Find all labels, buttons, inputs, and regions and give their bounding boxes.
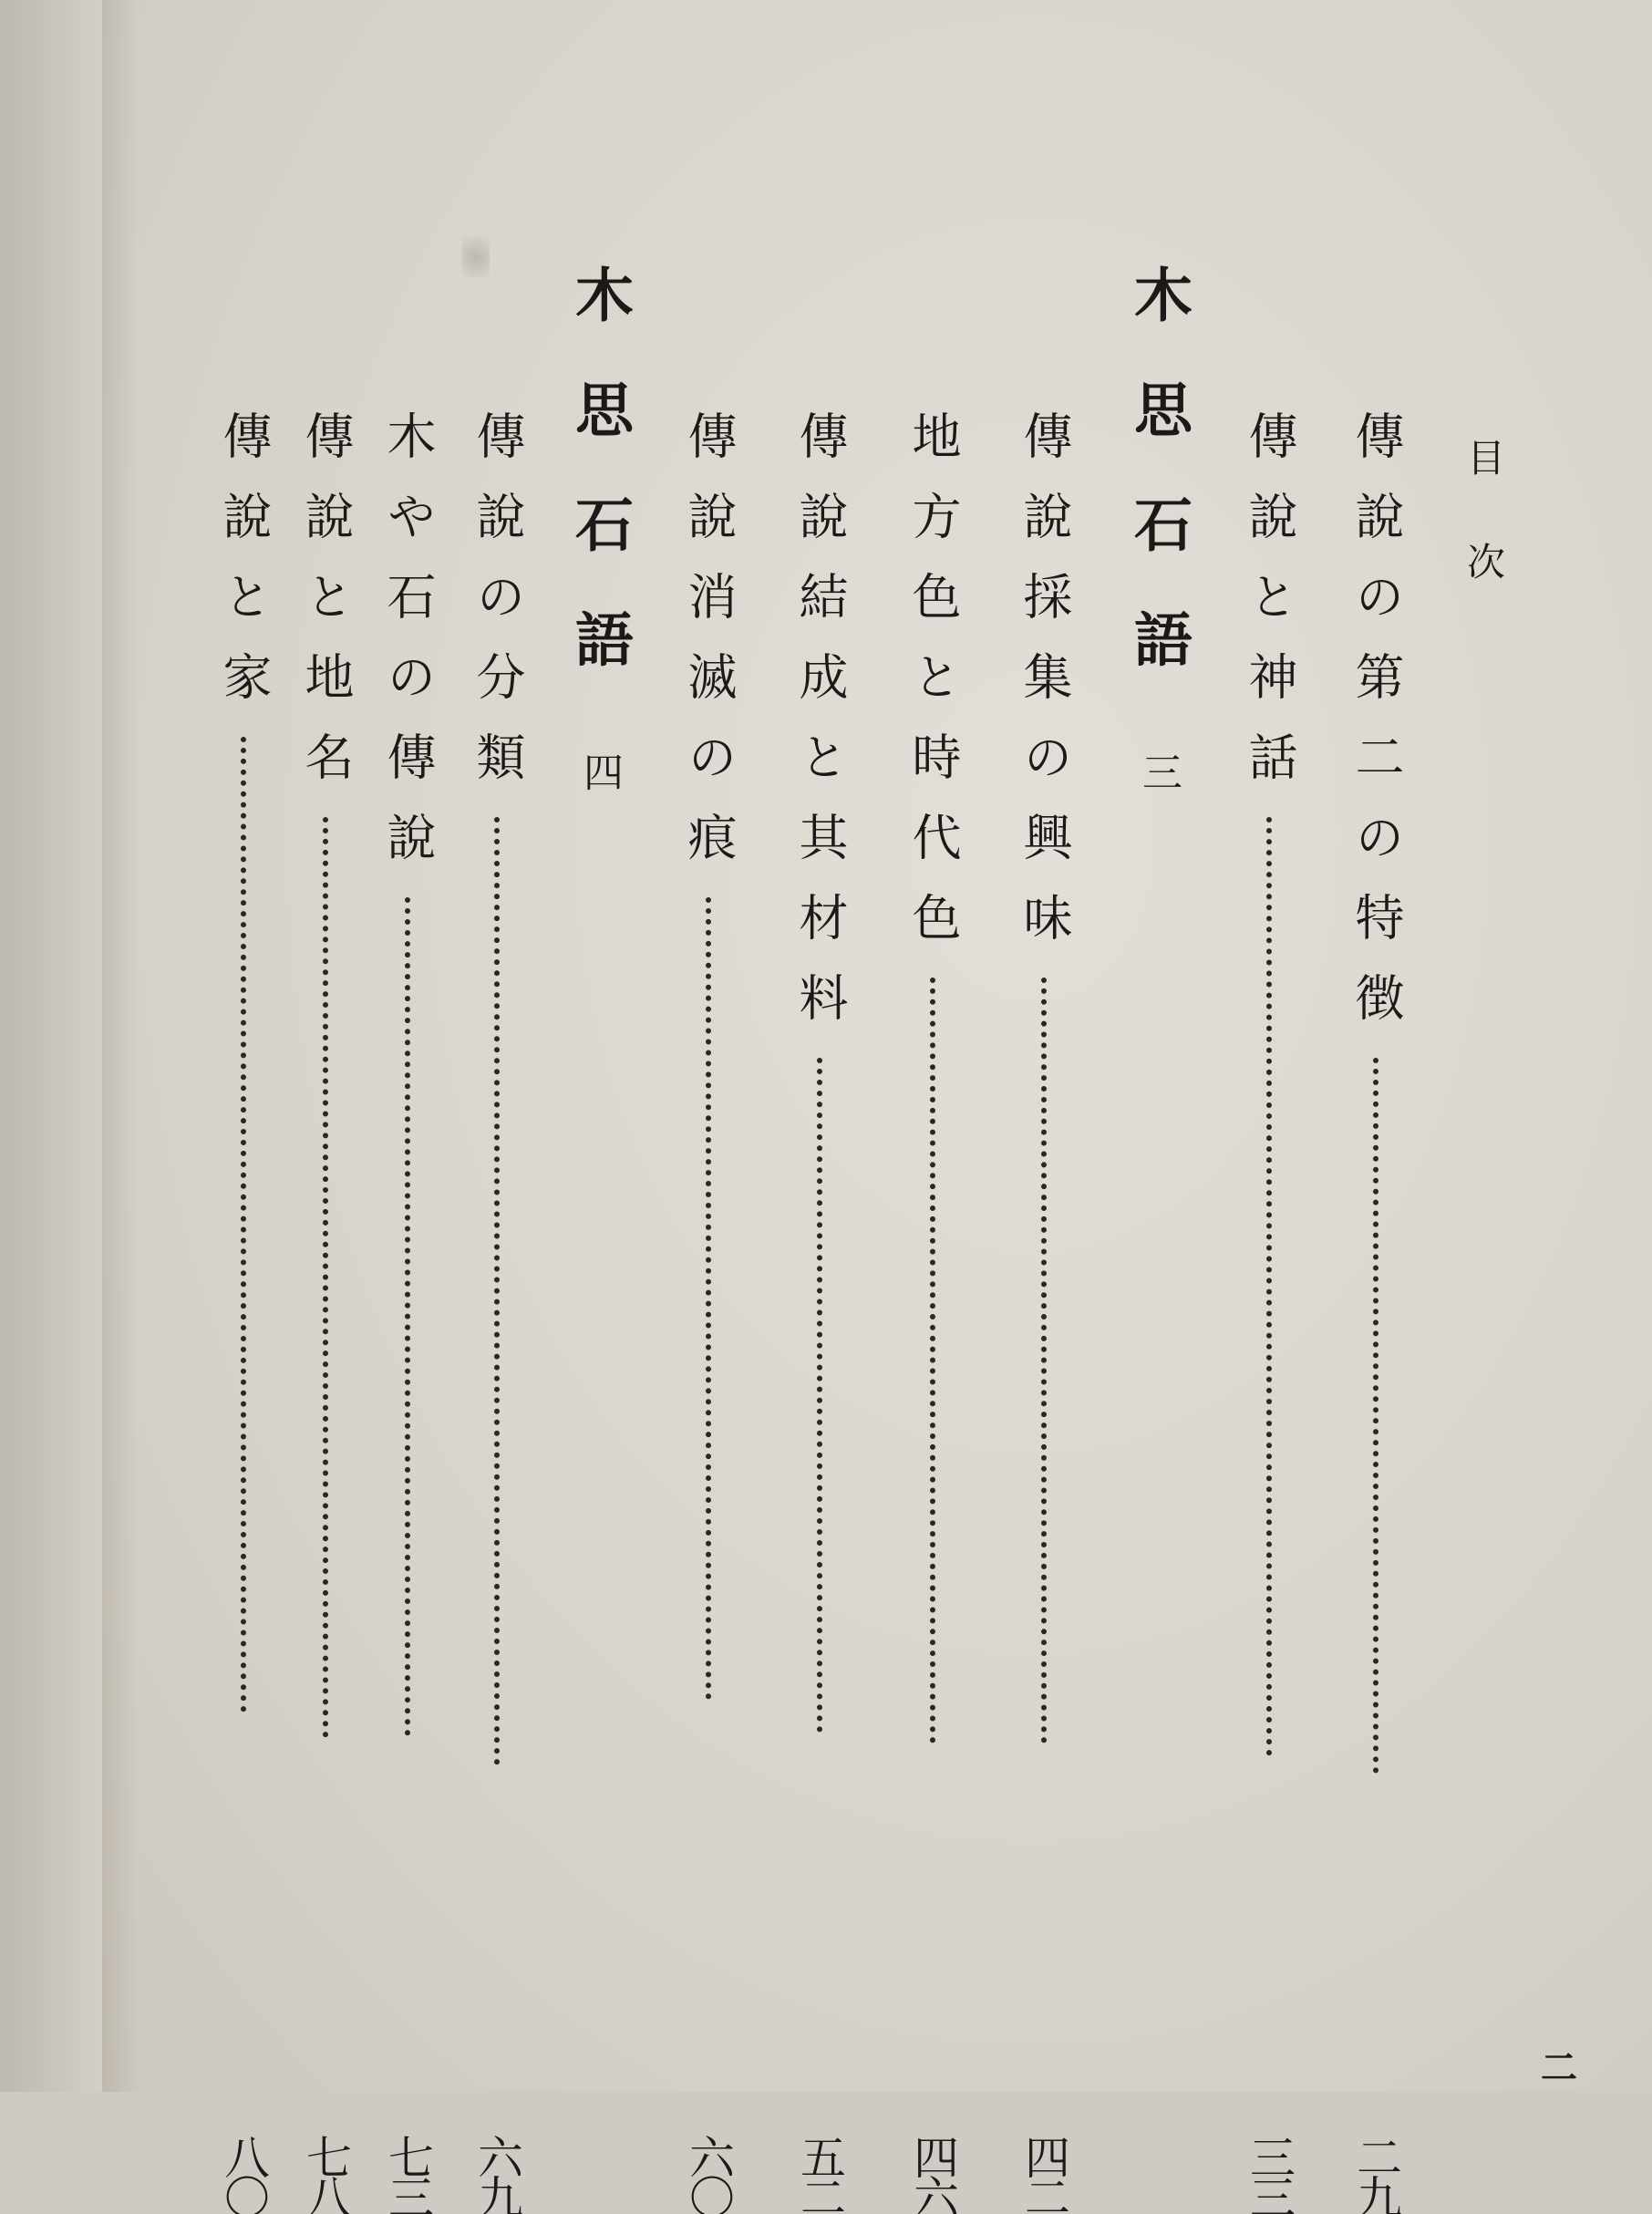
toc-entry: [294, 410, 357, 2214]
dot-leader: [323, 817, 328, 1738]
entry-title: 地方色と時代色: [904, 410, 962, 972]
entry-title: 傳說採集の興味: [1016, 410, 1073, 972]
dot-leader: [1373, 1058, 1378, 1774]
dot-leader: [494, 817, 500, 1765]
toc-entry: [465, 410, 529, 2214]
toc-page: [102, 0, 1652, 2214]
toc-header: [1451, 438, 1515, 646]
section-title: 木思石語: [1124, 264, 1193, 724]
entry-title: 傳說消滅の痕: [680, 410, 738, 892]
dot-leader: [1041, 978, 1047, 1743]
entry-page: 六〇: [682, 2134, 735, 2214]
toc-entry: [901, 410, 965, 2214]
entry-page: 六九: [470, 2134, 523, 2214]
page-folio: 二: [1541, 2046, 1577, 2089]
entry-title: 傳說結成と其材料: [791, 410, 849, 1052]
entry-title: 傳說と神話: [1241, 410, 1298, 812]
entry-page: 七八: [299, 2134, 352, 2214]
entry-title: 傳說と地名: [297, 410, 355, 812]
toc-entry: [676, 410, 740, 2214]
entry-page: 八〇: [217, 2134, 270, 2214]
section-number: 三: [1135, 751, 1182, 791]
dot-leader: [930, 978, 935, 1743]
entry-page: 四二: [1017, 2134, 1070, 2214]
entry-page: 五二: [793, 2134, 846, 2214]
toc-heading: 目次: [1461, 438, 1506, 646]
toc-entry: [1012, 410, 1076, 2214]
toc-entry: [1237, 410, 1301, 2214]
dot-leader: [817, 1058, 822, 1733]
entry-title: 傳說と家: [215, 410, 273, 731]
entry-page: 二九: [1349, 2134, 1402, 2214]
toc-entry: [212, 410, 275, 2214]
section-title: 木思石語: [565, 264, 634, 724]
ink-smudge: [462, 237, 490, 277]
toc-entry: [1344, 410, 1408, 2214]
entry-title: 傳說の分類: [469, 410, 526, 812]
section-number: 四: [576, 751, 623, 791]
section-heading: [1124, 264, 1193, 791]
book-gutter: [0, 0, 102, 2092]
toc-entry: [788, 410, 852, 2214]
dot-leader: [1266, 817, 1272, 1756]
entry-title: 傳說の第二の特徴: [1347, 410, 1405, 1052]
toc-entry: [376, 410, 439, 2214]
dot-leader: [706, 897, 711, 1700]
dot-leader: [405, 897, 410, 1736]
entry-page: 七三: [381, 2134, 434, 2214]
dot-leader: [241, 737, 246, 1712]
entry-page: 三三: [1243, 2134, 1296, 2214]
entry-title: 木や石の傳說: [379, 410, 437, 892]
entry-page: 四六: [906, 2134, 959, 2214]
section-heading: [565, 264, 634, 791]
